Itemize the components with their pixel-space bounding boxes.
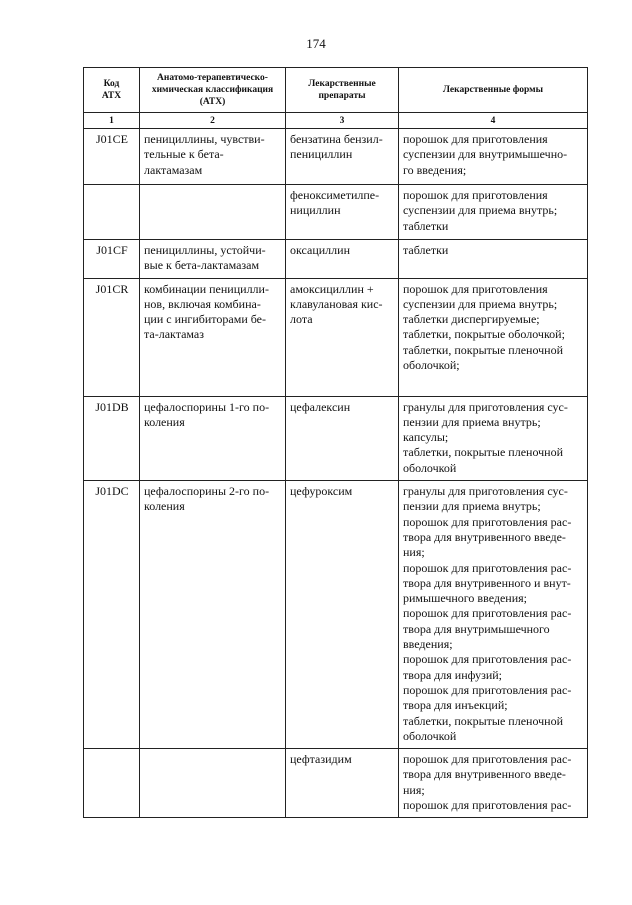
table-row	[84, 749, 588, 818]
dosage-forms-line: порошок для приготовления рас-	[403, 798, 572, 813]
classification-line: нов, включая комбина-	[144, 296, 261, 311]
atx-table	[83, 67, 588, 818]
column-number: 1	[84, 113, 140, 129]
classification-line: вые к бета-лактамазам	[144, 258, 260, 273]
table-header-row	[84, 68, 588, 113]
drug-line: цефалексин	[290, 399, 351, 414]
atx-code-cell	[84, 749, 140, 818]
drug-line: пенициллин	[290, 147, 353, 162]
header-drugs: Лекарственные препараты	[286, 68, 399, 113]
classification-line: пенициллины, устойчи-	[144, 243, 266, 257]
atx-code-cell: J01DB	[84, 396, 140, 480]
table-row	[84, 240, 588, 279]
dosage-forms-line: порошок для приготовления рас-	[403, 652, 572, 667]
classification-line: комбинации пеницилли-	[144, 281, 269, 296]
dosage-forms-line: порошок для приготовления	[403, 132, 548, 146]
drug-cell	[286, 240, 399, 279]
drug-cell	[286, 749, 399, 818]
dosage-forms-cell	[399, 240, 588, 279]
dosage-forms-line: таблетки, покрытые оболочкой;	[403, 327, 565, 342]
drug-line: лота	[290, 312, 313, 327]
table-row	[84, 481, 588, 749]
drug-line: амоксициллин +	[290, 281, 374, 296]
dosage-forms-line: таблетки	[403, 243, 449, 257]
classification-line: цефалоспорины 1-го по-	[144, 399, 270, 414]
dosage-forms-line: пензии для приема внутрь;	[403, 414, 541, 429]
column-number: 3	[286, 113, 399, 129]
dosage-forms-cell	[399, 749, 588, 818]
classification-cell	[140, 240, 286, 279]
drug-line: клавулановая кис-	[290, 296, 383, 311]
atx-code-cell: J01DC	[84, 481, 140, 749]
dosage-forms-line: порошок для приготовления рас-	[403, 606, 572, 621]
drug-cell	[286, 396, 399, 480]
classification-cell	[140, 396, 286, 480]
dosage-forms-line: оболочкой;	[403, 358, 460, 373]
dosage-forms-line: твора для внутримышечного	[403, 621, 550, 636]
dosage-forms-cell	[399, 185, 588, 240]
dosage-forms-cell	[399, 278, 588, 396]
drug-cell	[286, 129, 399, 185]
dosage-forms-line: суспензии для приема внутрь;	[403, 296, 558, 311]
classification-line: пенициллины, чувстви-	[144, 132, 265, 146]
table-row	[84, 185, 588, 240]
drug-cell	[286, 278, 399, 396]
classification-line: лактамазам	[144, 162, 203, 177]
drug-line: цефтазидим	[290, 752, 352, 767]
dosage-forms-line: ния;	[403, 545, 425, 560]
dosage-forms-line: таблетки, покрытые пленочной	[403, 713, 564, 728]
column-number: 4	[399, 113, 588, 129]
dosage-forms-line: таблетки, покрытые пленочной	[403, 445, 564, 460]
drug-line: нициллин	[290, 203, 341, 218]
classification-line: коления	[144, 414, 185, 429]
dosage-forms-line: суспензии для приема внутрь;	[403, 203, 558, 218]
dosage-forms-line: порошок для приготовления	[403, 281, 548, 296]
dosage-forms-cell	[399, 396, 588, 480]
classification-line: цефалоспорины 2-го по-	[144, 484, 270, 499]
classification-cell	[140, 129, 286, 185]
dosage-forms-line: оболочкой	[403, 460, 457, 475]
dosage-forms-line: твора для инфузий;	[403, 667, 503, 682]
dosage-forms-line: твора для внутривенного и внут-	[403, 575, 571, 590]
dosage-forms-line: таблетки, покрытые пленочной	[403, 342, 564, 357]
dosage-forms-line: порошок для приготовления рас-	[403, 752, 572, 767]
dosage-forms-line: порошок для приготовления рас-	[403, 682, 572, 697]
dosage-forms-line: порошок для приготовления рас-	[403, 560, 572, 575]
drug-line: бензатина бензил-	[290, 132, 383, 146]
dosage-forms-line: твора для инъекций;	[403, 698, 508, 713]
classification-line: та-лактамаз	[144, 327, 204, 342]
table-row	[84, 278, 588, 396]
column-number: 2	[140, 113, 286, 129]
page-number: 174	[306, 36, 326, 51]
table-body	[84, 129, 588, 818]
table-row	[84, 396, 588, 480]
dosage-forms-line: порошок для приготовления рас-	[403, 514, 572, 529]
header-forms: Лекарственные формы	[399, 68, 588, 113]
header-code: Код АТХ	[84, 68, 140, 113]
dosage-forms-line: таблетки	[403, 218, 449, 233]
dosage-forms-line: оболочкой	[403, 728, 457, 743]
dosage-forms-line: твора для внутривенного введе-	[403, 767, 566, 782]
column-number-row	[84, 113, 588, 129]
drug-cell	[286, 185, 399, 240]
dosage-forms-line: твора для внутривенного введе-	[403, 529, 566, 544]
atx-code-cell	[84, 185, 140, 240]
dosage-forms-line: пензии для приема внутрь;	[403, 499, 541, 514]
atx-code-cell: J01CF	[84, 240, 140, 279]
classification-cell	[140, 481, 286, 749]
atx-code-cell: J01CR	[84, 278, 140, 396]
table-row	[84, 129, 588, 185]
dosage-forms-line: капсулы;	[403, 430, 449, 445]
dosage-forms-line: порошок для приготовления	[403, 188, 548, 202]
dosage-forms-line: гранулы для приготовления сус-	[403, 399, 568, 414]
dosage-forms-line: римышечного введения;	[403, 591, 527, 606]
header-classification: Анатомо-терапевтическо- химическая классификация (АТХ)	[140, 68, 286, 113]
drug-cell	[286, 481, 399, 749]
dosage-forms-line: ния;	[403, 782, 425, 797]
drug-line: оксациллин	[290, 243, 350, 257]
dosage-forms-line: таблетки диспергируемые;	[403, 312, 540, 327]
dosage-forms-line: введения;	[403, 637, 453, 652]
classification-line: тельные к бета-	[144, 147, 224, 162]
drug-line: феноксиметилпе-	[290, 188, 380, 202]
drug-line: цефуроксим	[290, 484, 353, 499]
dosage-forms-cell	[399, 129, 588, 185]
classification-cell	[140, 185, 286, 240]
dosage-forms-line: гранулы для приготовления сус-	[403, 484, 568, 499]
classification-line: коления	[144, 499, 185, 514]
dosage-forms-cell	[399, 481, 588, 749]
dosage-forms-line: го введения;	[403, 162, 467, 177]
dosage-forms-line: суспензии для внутримышечно-	[403, 147, 568, 162]
classification-line: ции с ингибиторами бе-	[144, 312, 267, 327]
classification-cell	[140, 278, 286, 396]
classification-cell	[140, 749, 286, 818]
atx-code-cell: J01CE	[84, 129, 140, 185]
